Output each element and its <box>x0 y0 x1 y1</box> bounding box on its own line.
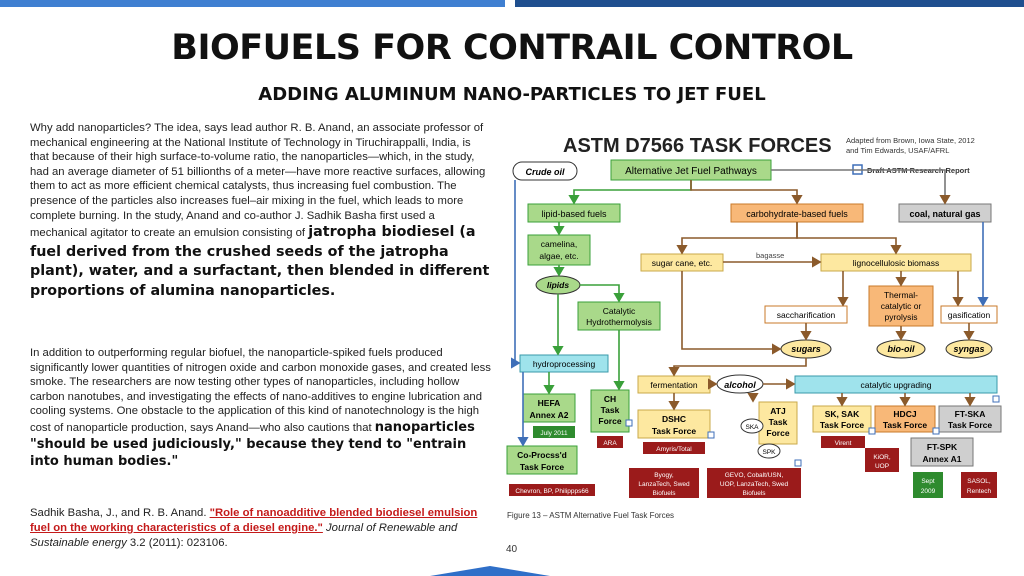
node-gasification-label: gasification <box>947 310 991 320</box>
report-icon-sksak <box>869 428 875 434</box>
tag-sasol-label-1: SASOL, <box>967 478 991 485</box>
reference-journal: Journal of Renewable and Sustainable energy <box>30 522 458 549</box>
node-ligno-label: lignocellulosic biomass <box>852 258 940 268</box>
figure-adapted-line-2: and Tim Edwards, USAF/AFRL <box>846 146 950 155</box>
node-catalytic-label-1: Catalytic <box>602 306 636 316</box>
node-catalytic-upgrading-label: catalytic upgrading <box>860 380 932 390</box>
node-thermal-label-3: pyrolysis <box>884 312 918 322</box>
arrow-pathways-lipid <box>574 180 691 203</box>
node-coproc-label-2: Task Force <box>519 462 565 472</box>
node-hdcj-label-1: HDCJ <box>893 409 917 419</box>
node-catalytic-label-2: Hydrothermolysis <box>586 317 652 327</box>
node-sugarcane-label: sugar cane, etc. <box>651 258 713 268</box>
report-icon-dshc <box>708 432 714 438</box>
node-ftspk-label-2: Annex A1 <box>922 454 962 464</box>
figure-title: ASTM D7566 TASK FORCES <box>563 135 832 157</box>
node-sugars-label: sugars <box>791 344 821 354</box>
paragraph-1-highlight: jatropha biodiesel (a fuel derived from the crushed seeds of the jatropha plant), water, and a surfactant, then blended in different proportions of alumina nanoparticles. <box>30 224 490 299</box>
node-coal-gas-label: coal, natural gas <box>909 209 981 219</box>
node-carb-fuels-label: carbohydrate-based fuels <box>746 209 848 219</box>
astm-task-forces-figure <box>503 120 1003 530</box>
node-camelina-label-2: algae, etc. <box>539 251 579 261</box>
node-ch-label-3: Force <box>598 416 622 426</box>
paragraph-1 <box>30 121 492 301</box>
tag-gevo-label-1: GEVO, Cobalt/USN, <box>724 472 784 479</box>
node-biooil-label: bio-oil <box>887 344 915 354</box>
tag-byogy-label-2: LanzaTech, Swed <box>638 481 690 488</box>
node-dshc-label-1: DSHC <box>661 414 687 424</box>
node-sksak-label-1: SK, SAK <box>824 409 860 419</box>
node-hefa-label-2: Annex A2 <box>529 410 569 420</box>
slide-title: BIOFUELS FOR CONTRAIL CONTROL <box>171 28 853 68</box>
arrow-pathways-carb <box>691 180 797 203</box>
node-syngas-label: syngas <box>953 344 985 354</box>
node-hefa-label-1: HEFA <box>537 398 561 408</box>
node-ch-label-2: Task <box>600 405 620 415</box>
figure-caption: Figure 13 – ASTM Alternative Fuel Task Forces <box>507 511 675 520</box>
node-atj-label-3: Force <box>766 428 790 438</box>
tag-sept2009-label-1: Sept <box>921 478 935 485</box>
node-ftska-label-2: Task Force <box>947 420 993 430</box>
arrow-crude-hydro <box>515 180 519 363</box>
tag-july2011-label: July 2011 <box>540 430 568 437</box>
tag-virent-label: Virent <box>834 440 852 447</box>
arrow-carb-sugarcane <box>682 222 797 253</box>
node-hydroprocessing-label: hydroprocessing <box>532 359 596 369</box>
arrow-sugars-ferment <box>674 358 806 375</box>
node-dshc-label-2: Task Force <box>651 426 697 436</box>
node-camelina-label-1: camelina, <box>540 239 578 249</box>
top-accent-bar-right <box>515 0 1024 7</box>
node-ch-label-1: CH <box>603 394 617 404</box>
tag-sasol-label-2: Rentech <box>966 488 992 495</box>
tag-byogy-label-3: Biofuels <box>652 490 676 497</box>
figure-legend-label: Draft ASTM Research Report <box>867 166 970 175</box>
node-saccharification-label: saccharification <box>776 310 836 320</box>
figure-adapted-line-1: Adapted from Brown, Iowa State, 2012 <box>846 136 975 145</box>
bottom-accent-shape <box>430 566 550 576</box>
tag-kior-label-1: KiOR, <box>873 454 891 461</box>
node-thermal-label-1: Thermal- <box>883 290 919 300</box>
node-atj-label-2: Task <box>768 417 788 427</box>
reference-tail: 3.2 (2011): 023106. <box>126 537 228 549</box>
reference <box>30 506 492 551</box>
tag-kior-label-2: UOP <box>874 463 890 470</box>
slide-subtitle: ADDING ALUMINUM NANO-PARTICLES TO JET FUEL <box>258 84 766 105</box>
node-pathways-label: Alternative Jet Fuel Pathways <box>625 166 757 177</box>
reference-title-link[interactable]: "Role of nanoadditive blended biodiesel emulsion fuel on the working characteristics of a diesel engine." <box>30 507 478 534</box>
top-accent-bar-left <box>0 0 505 7</box>
node-ska-label: SKA <box>745 424 759 431</box>
tag-gevo-label-3: Biofuels <box>742 490 766 497</box>
arrow-lipids-catalytic <box>580 285 619 301</box>
tag-byogy-label-1: Byogy, <box>654 472 674 479</box>
paragraph-2 <box>30 346 492 470</box>
tag-gevo-label-2: UOP, LanzaTech, Swed <box>719 481 789 488</box>
report-icon-ch <box>626 420 632 426</box>
report-icon-hdcj <box>933 428 939 434</box>
node-coproc-label-1: Co-Procss'd <box>517 450 567 460</box>
node-lipids-label: lipids <box>546 280 570 290</box>
node-crude-oil-label: Crude oil <box>525 167 565 177</box>
paragraph-1-text: Why add nanoparticles? The idea, says lead author R. B. Anand, an associate professor of mechanical engineering at the National Institute of Technology in Tiruchirappalli, India, is that because of their high surface-to-volume ratio, the nanoparticles—which, in the study, had an average diameter of 51 billionths of a meter—have more reactive surfaces, allowing them to act as more efficient chemical catalysts, thus increasing fuel combustion. The presence of the particles also increases fuel–air mixing in the fuel, which leads to more complete burning. In the study, Anand and co-author J. Sadhik Basha first used a mechanical agitator to create an emulsion consisting of <box>30 122 486 240</box>
node-alcohol-label: alcohol <box>724 380 756 390</box>
report-icon-atj <box>795 460 801 466</box>
tag-chevron-label: Chevron, BP, Philippps66 <box>515 488 589 495</box>
reference-authors: Sadhik Basha, J., and R. B. Anand. <box>30 507 210 519</box>
paragraph-2-text: In addition to outperforming regular biofuel, the nanoparticle-spiked fuels produced significantly lower quantities of nitrogen oxide and carbon monoxide gases, and created less smoke. The researchers are now testing other types of nanoparticles, including hollow carbon nanotubes, and investigating the effects of nano-additives to engine lubrication and cooling systems. One obstacle to the application of this kind of nanotechnology is the high cost of nanoparticle production, says Anand—who also cautions that <box>30 347 491 434</box>
node-ftska-label-1: FT-SKA <box>954 409 986 419</box>
report-icon-ftska <box>993 396 999 402</box>
tag-sept2009-label-2: 2009 <box>920 488 936 495</box>
node-spk-label: SPK <box>762 449 776 456</box>
node-lipid-fuels-label: lipid-based fuels <box>541 209 607 219</box>
node-hdcj-label-2: Task Force <box>882 420 928 430</box>
node-fermentation-label: fermentation <box>650 380 698 390</box>
paragraph-2-highlight: nanoparticles "should be used judiciously," because they tend to "entrain into human bodies." <box>30 419 475 469</box>
node-atj-label-1: ATJ <box>770 406 786 416</box>
diagram-svg <box>503 120 1003 530</box>
edge-bagasse-label: bagasse <box>756 251 785 260</box>
tag-ara-label: ARA <box>603 440 617 447</box>
page-number: 40 <box>506 544 518 555</box>
node-ftspk-label-1: FT-SPK <box>926 442 958 452</box>
node-sksak-label-2: Task Force <box>819 420 865 430</box>
node-thermal-label-2: catalytic or <box>880 301 922 311</box>
arrow-carb-ligno <box>797 222 896 253</box>
tag-amyris-label: Amyris/Total <box>656 446 692 453</box>
